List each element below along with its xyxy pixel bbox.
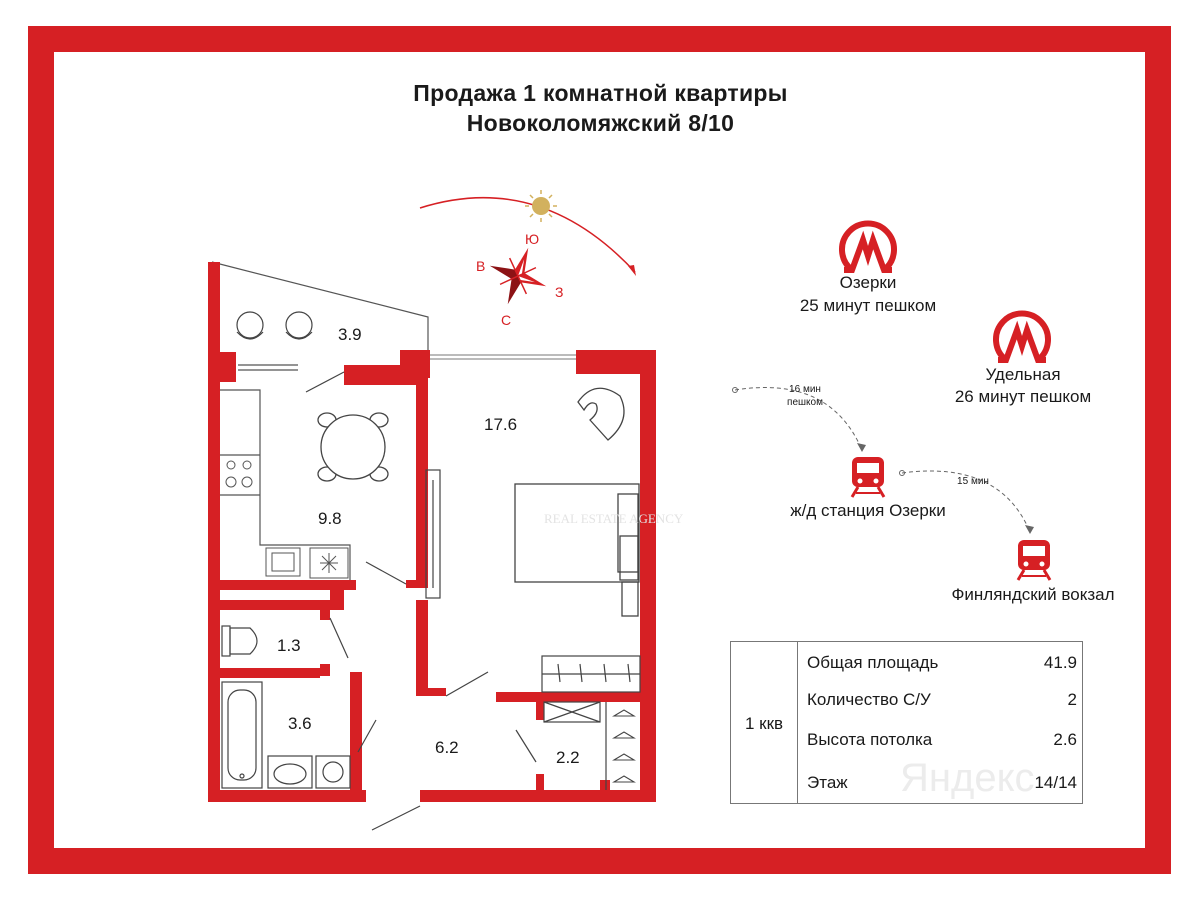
hanger-icon xyxy=(614,710,634,782)
balcony-chairs xyxy=(237,312,312,339)
bathtub-icon xyxy=(222,682,262,788)
stove-icon xyxy=(226,461,252,487)
walls xyxy=(208,262,656,802)
room-area-kitchen: 9.8 xyxy=(318,509,342,528)
metro-icon xyxy=(996,314,1048,360)
washer-icon xyxy=(316,756,350,788)
spec-row xyxy=(807,730,1081,750)
rail-station1: ж/д станция Озерки xyxy=(790,501,946,520)
rail-leg2-time: 15 мин xyxy=(957,476,989,487)
compass-east-label: В xyxy=(476,258,486,274)
rail-station2: Финляндский вокзал xyxy=(951,585,1115,604)
compass-south-label: Ю xyxy=(525,231,540,247)
metro-time-ozerki: 25 минут пешком xyxy=(799,296,937,315)
room-area-balcony: 3.9 xyxy=(338,325,362,344)
compass-north-label: С xyxy=(501,312,512,328)
rail-leg1-mode: пешком xyxy=(787,397,823,408)
spec-row xyxy=(807,690,1081,710)
metro-name-ozerki: Озерки xyxy=(839,273,897,292)
spec-value: 41.9 xyxy=(1043,653,1077,672)
room-area-storage: 2.2 xyxy=(556,748,580,767)
metro-icon xyxy=(842,224,894,270)
sink-icon xyxy=(266,548,300,576)
train-icon xyxy=(852,457,884,497)
room-area-hall: 6.2 xyxy=(435,738,459,757)
spec-label: Этаж xyxy=(807,773,848,792)
room-area-bath: 3.6 xyxy=(288,714,312,733)
wardrobe xyxy=(542,656,640,790)
window-lines xyxy=(430,355,576,359)
train-icon xyxy=(1018,540,1050,580)
compass-west-label: З xyxy=(555,284,564,300)
metro-name-udelnaya: Удельная xyxy=(985,365,1061,384)
page-subtitle: Новоколомяжский 8/10 xyxy=(466,110,735,136)
dining-table-icon xyxy=(318,413,388,481)
apartment-type: 1 ккв xyxy=(744,714,784,733)
room-area-wc: 1.3 xyxy=(277,636,301,655)
spec-label: Общая площадь xyxy=(807,653,939,672)
rail-leg1-time: 16 мин xyxy=(789,384,821,395)
fan-icon xyxy=(310,548,348,578)
spec-row xyxy=(807,653,1081,673)
tv-stand xyxy=(426,470,440,598)
spec-value: 2.6 xyxy=(1053,730,1077,749)
spec-label: Высота потолка xyxy=(807,730,933,749)
toilet-icon xyxy=(222,626,257,656)
sun-icon xyxy=(525,190,557,222)
sink-bath-icon xyxy=(268,756,312,788)
room-area-living: 17.6 xyxy=(484,415,518,434)
spec-row xyxy=(807,773,1081,793)
page-title: Продажа 1 комнатной квартиры xyxy=(413,80,788,106)
specs-table xyxy=(730,641,1083,804)
watermark-agency: REAL ESTATE AGENCY xyxy=(544,511,684,526)
watermark-site: Яндекс xyxy=(900,756,1035,800)
specs-divider xyxy=(797,642,798,803)
metro-time-udelnaya: 26 минут пешком xyxy=(954,387,1092,406)
spec-label: Количество С/У xyxy=(807,690,931,709)
spec-value: 2 xyxy=(1067,690,1077,709)
spec-value: 14/14 xyxy=(1034,773,1077,792)
